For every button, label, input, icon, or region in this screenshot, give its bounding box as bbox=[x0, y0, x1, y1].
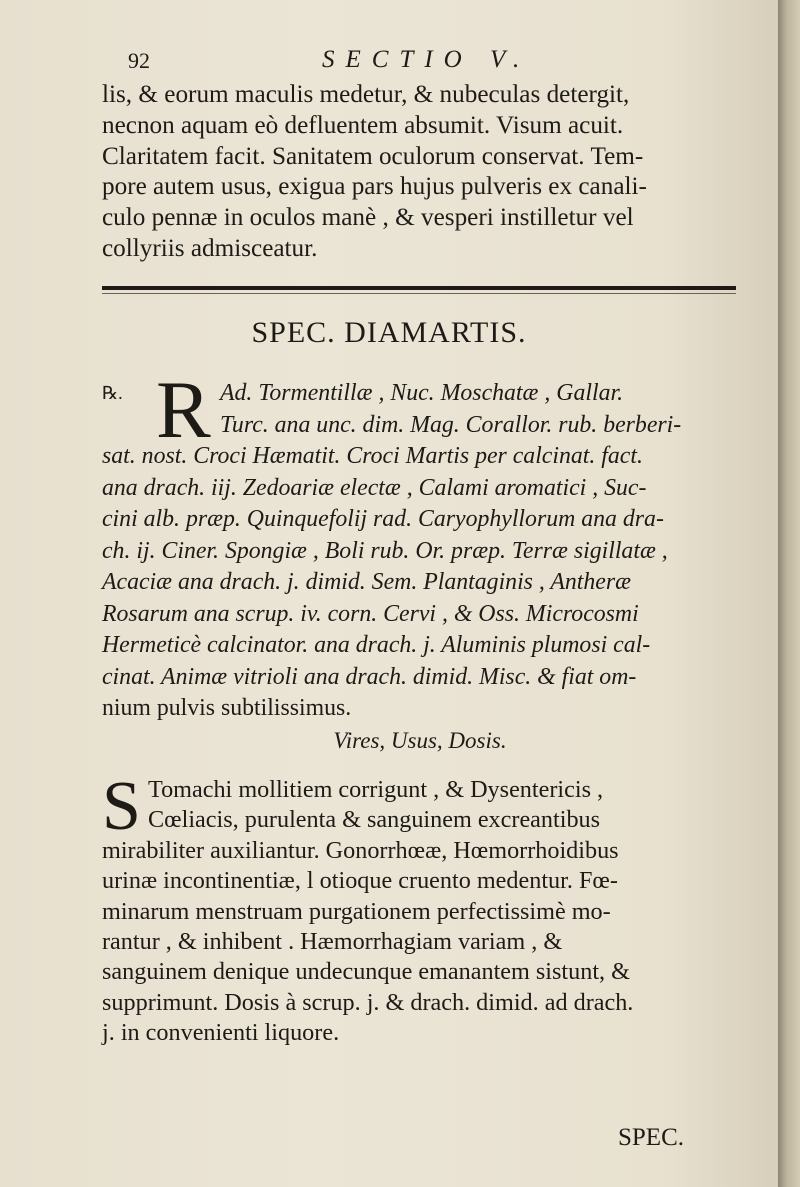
text-line: pore autem usus, exigua pars hujus pulveris ex canali- bbox=[102, 173, 647, 201]
drop-cap-r: R bbox=[156, 364, 211, 455]
section-divider-rule-thin bbox=[102, 293, 736, 294]
recipe-line: ana drach. iij. Zedoariæ electæ , Calami aromatici , Suc- bbox=[102, 474, 647, 501]
text-line: j. in convenienti liquore. bbox=[102, 1019, 340, 1047]
recipe-line: Ad. Tormentillæ , Nuc. Moschatæ , Gallar. bbox=[220, 380, 624, 406]
text-line: minarum menstruam purgationem perfectissimè mo- bbox=[102, 897, 611, 925]
section-title: SECTIO V. bbox=[322, 46, 531, 73]
text-line: sanguinem denique undecunque emanantem sistunt, & bbox=[102, 958, 630, 986]
page-edge bbox=[778, 0, 800, 1187]
text-line: rantur , & inhibent . Hæmorrhagiam variam , & bbox=[102, 928, 563, 956]
text-line: Cœliacis, purulenta & sanguinem excreantibus bbox=[148, 806, 601, 834]
recipe-block bbox=[102, 364, 738, 725]
effects-subheading: Vires, Usus, Dosis. bbox=[333, 728, 507, 753]
effects-paragraph bbox=[102, 768, 738, 1049]
recipe-line: sat. nost. Croci Hæmatit. Croci Martis per calcinat. fact. bbox=[102, 443, 643, 469]
drop-cap-s: S bbox=[102, 768, 141, 845]
text-line: supprimunt. Dosis à scrup. j. & drach. dimid. ad drach. bbox=[102, 988, 634, 1016]
text-line: urinæ incontinentiæ, l otioque cruento medentur. Fœ- bbox=[102, 867, 618, 895]
section-divider-rule bbox=[102, 286, 736, 290]
text-line: mirabiliter auxiliantur. Gonorrhœæ, Hœmorrhoidibus bbox=[102, 836, 619, 864]
recipe-line: cinat. Animæ vitrioli ana drach. dimid. Misc. & fiat om- bbox=[102, 663, 637, 690]
top-paragraph bbox=[102, 80, 740, 265]
text-line: culo pennæ in oculos manè , & vesperi instilletur vel bbox=[102, 204, 634, 232]
recipe-symbol: ℞. bbox=[102, 383, 123, 403]
running-head bbox=[100, 42, 740, 78]
text-line: Tomachi mollitiem corrigunt , & Dysentericis , bbox=[148, 776, 604, 803]
recipe-heading: SPEC. DIAMARTIS. bbox=[251, 316, 527, 349]
recipe-line: Hermeticè calcinator. ana drach. j. Aluminis plumosi cal- bbox=[102, 632, 651, 658]
recipe-line: Acaciæ ana drach. j. dimid. Sem. Plantaginis , Antheræ bbox=[102, 569, 632, 595]
recipe-line: cini alb. præp. Quinquefolij rad. Caryophyllorum ana dra- bbox=[102, 506, 664, 532]
recipe-line: ch. ij. Ciner. Spongiæ , Boli rub. Or. præp. Terræ sigillatæ , bbox=[102, 537, 668, 564]
text-line: Claritatem facit. Sanitatem oculorum conservat. Tem- bbox=[102, 142, 644, 170]
recipe-line: nium pulvis subtilissimus. bbox=[102, 695, 352, 721]
text-line: necnon aquam eò defluentem absumit. Visum acuit. bbox=[102, 111, 624, 139]
text-line: collyriis admisceatur. bbox=[102, 234, 318, 262]
text-line: lis, & eorum maculis medetur, & nubeculas detergit, bbox=[102, 81, 630, 108]
page-number: 92 bbox=[128, 48, 150, 73]
recipe-line: Rosarum ana scrup. iv. corn. Cervi , & Oss. Microcosmi bbox=[102, 600, 639, 627]
catchword: SPEC. bbox=[618, 1124, 685, 1151]
recipe-line: Turc. ana unc. dim. Mag. Corallor. rub. berberi- bbox=[220, 411, 682, 438]
